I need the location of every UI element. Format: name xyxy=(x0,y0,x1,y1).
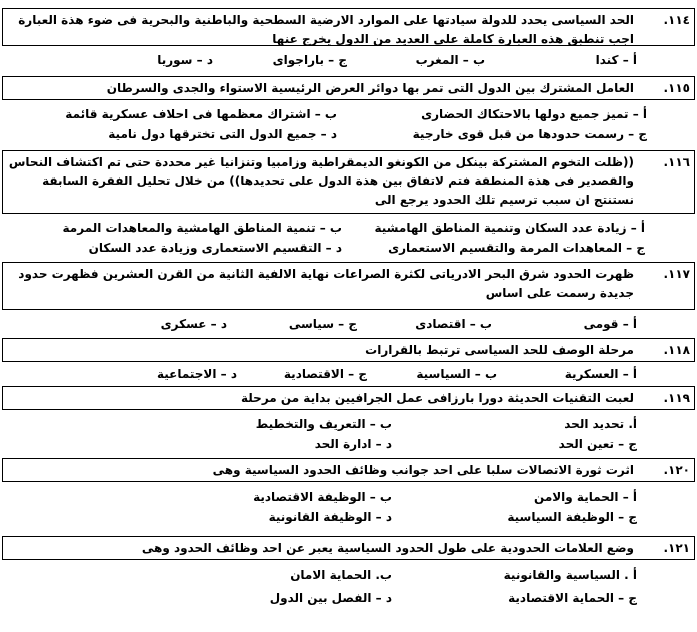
option[interactable]: ج – الاقتصادية xyxy=(283,367,367,381)
question-box xyxy=(2,458,695,482)
question-number: ١٢٠. xyxy=(663,463,690,477)
option[interactable]: ج – باراجواى xyxy=(272,53,347,67)
question-text: وضع العلامات الحدودية على طول الحدود السياسية يعبر عن احد وظائف الحدود وهى xyxy=(141,541,634,555)
option[interactable]: د – الوظيفة القانونية xyxy=(268,510,392,524)
option[interactable]: أ – كندا xyxy=(595,53,637,67)
option[interactable]: د – جميع الدول التى تخترقها دول نامية xyxy=(108,127,337,141)
option[interactable]: ج – المعاهدات المرمة والتقسيم الاستعمارى xyxy=(388,241,645,255)
question-number: ١١٧. xyxy=(663,267,690,281)
option[interactable]: ب – السياسية xyxy=(416,367,497,381)
option[interactable]: د – عسكرى xyxy=(160,317,227,331)
option[interactable]: أ – قومى xyxy=(583,317,637,331)
question-number: ١١٩. xyxy=(663,391,690,405)
question-text: اثرت ثورة الاتصالات سلبا على احد جوانب وظائف الحدود السياسية وهى xyxy=(212,463,634,477)
option[interactable]: ج – رسمت حدودها من قبل قوى خارجية xyxy=(412,127,647,141)
option[interactable]: د – سوريا xyxy=(157,53,213,67)
option[interactable]: ج – سياسى xyxy=(288,317,357,331)
option[interactable]: ب – اشتراك معظمها فى احلاف عسكرية قائمة xyxy=(65,107,337,121)
question-text: ((ظلت التخوم المشتركة بينكل من الكونغو الديمقراطية وزامبيا وتنزانيا غير محددة حتى تم اكتشاف النحاس والقصدير فى هذة المنطقة فتم لاتفاق بين هذة الدول على تحديدها)) من خلال تحليل الفقرة السابقة نستنتج ان سبب ترسيم تلك الحدود يرجع الى xyxy=(8,155,634,207)
question-number: ١١٨. xyxy=(663,343,690,357)
option[interactable]: ب – المغرب xyxy=(415,53,485,67)
option[interactable]: أ – العسكرية xyxy=(564,367,637,381)
option[interactable]: د – الفصل بين الدول xyxy=(269,591,392,605)
question-box xyxy=(2,262,695,310)
option[interactable]: د – التقسيم الاستعمارى وزيادة عدد السكان xyxy=(88,241,342,255)
option[interactable]: أ – الحماية والامن xyxy=(534,490,637,504)
option[interactable]: د – الاجتماعية xyxy=(156,367,237,381)
question-text: مرحلة الوصف للحد السياسى ترتبط بالقرارات xyxy=(365,343,634,357)
question-text: لعبت التقنيات الحديثة دورا بارزافى عمل الجرافيين بداية من مرحلة xyxy=(241,391,634,405)
option[interactable]: د – ادارة الحد xyxy=(314,437,392,451)
option[interactable]: أ – تميز جميع دولها بالاحتكاك الحضارى xyxy=(421,107,647,121)
question-text: الحد السياسى يحدد للدولة سيادتها على الموارد الارضية السطحية والباطنية والبحرية فى ضوء هذة العبارة اجب تنطبق هذه العبارة كاملة على العديد من الدول يخرج عنها xyxy=(18,13,634,46)
question-box xyxy=(2,76,695,100)
option[interactable]: ب. الحماية الامان xyxy=(290,568,392,582)
option[interactable]: أ. تحديد الحد xyxy=(564,417,637,431)
option[interactable]: أ – زيادة عدد السكان وتنمية المناطق الهامشية xyxy=(374,221,645,235)
question-number: ١١٥. xyxy=(663,81,690,95)
option[interactable]: ج – الحماية الاقتصادية xyxy=(508,591,637,605)
question-number: ١١٦. xyxy=(663,155,690,169)
option[interactable]: ج – الوظيفة السياسية xyxy=(507,510,637,524)
question-text: العامل المشترك بين الدول التى تمر بها دوائر العرض الرئيسية الاستواء والجدى والسرطان xyxy=(106,81,634,95)
question-number: ١٢١. xyxy=(663,541,690,555)
option[interactable]: أ . السياسية والقانونية xyxy=(503,568,637,582)
question-text: ظهرت الحدود شرق البحر الادرياتى لكثرة الصراعات نهاية الالفية الثانية من القرن العشرين فظهرت حدود جديدة رسمت على اساس xyxy=(18,267,634,300)
option[interactable]: ج – تعين الحد xyxy=(558,437,637,451)
question-box xyxy=(2,150,695,214)
option[interactable]: ب – اقتصادى xyxy=(415,317,492,331)
question-box xyxy=(2,386,695,410)
question-box xyxy=(2,8,695,46)
question-box xyxy=(2,338,695,362)
option[interactable]: ب – الوظيفة الاقتصادية xyxy=(253,490,392,504)
question-box xyxy=(2,536,695,560)
option[interactable]: ب – تنمية المناطق الهامشية والمعاهدات المرمة xyxy=(62,221,342,235)
option[interactable]: ب – التعريف والتخطيط xyxy=(255,417,392,431)
question-number: ١١٤. xyxy=(663,13,690,27)
